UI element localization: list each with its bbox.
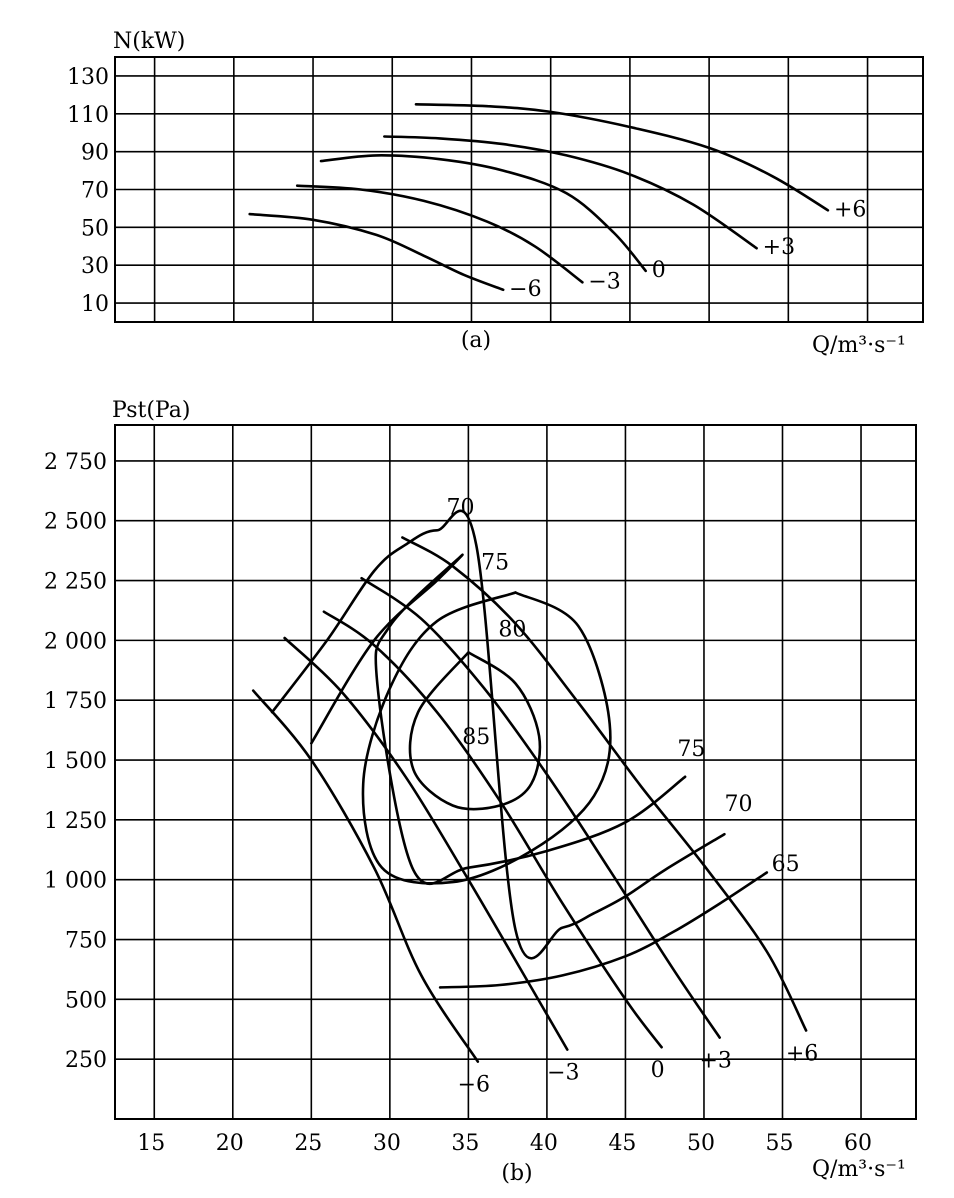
pressure-chart (44, 398, 916, 1186)
power-curve-label: −6 (509, 276, 542, 302)
power-y-tick-label: 50 (81, 216, 109, 242)
pressure-chart-x-ticks (137, 1131, 872, 1156)
efficiency-contour (272, 511, 724, 959)
power-curve-label: +6 (833, 197, 867, 223)
power-curve-label: −3 (588, 269, 621, 295)
efficiency-label: 80 (498, 617, 527, 643)
pressure-x-tick-label: 25 (294, 1131, 323, 1156)
pressure-y-tick-label: 1 750 (44, 689, 107, 715)
power-chart-xlabel: Q/m³·s⁻¹ (812, 333, 906, 358)
pressure-y-tick-label: 1 000 (44, 868, 107, 894)
pressure-y-tick-label: 1 500 (44, 749, 107, 775)
efficiency-label: 65 (771, 851, 800, 877)
power-curve (384, 137, 756, 249)
efficiency-label: 75 (481, 550, 510, 576)
pressure-y-tick-label: 1 250 (44, 808, 107, 834)
pressure-x-tick-label: 55 (765, 1131, 794, 1156)
pressure-chart-grid (115, 425, 916, 1119)
power-y-tick-label: 70 (81, 178, 109, 204)
blade-angle-curve (253, 691, 478, 1062)
efficiency-contour (440, 873, 767, 988)
pressure-y-tick-label: 2 000 (44, 629, 107, 655)
blade-angle-curve (362, 578, 720, 1037)
blade-angle-label: +3 (699, 1048, 732, 1074)
pressure-y-tick-label: 500 (65, 988, 107, 1014)
power-y-tick-label: 110 (67, 102, 109, 128)
blade-angle-label: −3 (547, 1060, 580, 1086)
blade-angle-label: −6 (457, 1072, 491, 1098)
pressure-y-tick-label: 2 750 (44, 449, 107, 475)
pressure-x-tick-label: 45 (608, 1131, 637, 1156)
efficiency-label: 75 (677, 737, 706, 763)
pressure-chart-xlabel: Q/m³·s⁻¹ (812, 1157, 906, 1182)
power-curve-label: +3 (762, 235, 796, 261)
pressure-y-tick-label: 250 (65, 1048, 107, 1074)
pressure-x-tick-label: 35 (451, 1131, 480, 1156)
power-chart-caption: (a) (460, 328, 492, 353)
blade-angle-label: 0 (650, 1058, 665, 1084)
pressure-x-tick-label: 20 (215, 1131, 244, 1156)
pressure-x-tick-label: 15 (137, 1131, 166, 1156)
power-curve (321, 155, 646, 271)
pressure-x-tick-label: 40 (529, 1131, 558, 1156)
efficiency-label: 70 (446, 495, 475, 521)
blade-angle-label: +6 (785, 1041, 819, 1067)
pressure-chart-caption: (b) (501, 1161, 533, 1186)
power-y-tick-label: 10 (81, 292, 109, 318)
power-y-tick-label: 90 (81, 140, 109, 166)
power-curve-label: 0 (651, 257, 666, 283)
power-curve (297, 186, 582, 283)
pressure-chart-ylabel: Pst(Pa) (112, 398, 191, 423)
power-y-tick-label: 30 (81, 254, 109, 280)
efficiency-label: 70 (724, 792, 753, 818)
pressure-chart-curves (253, 511, 806, 1062)
pressure-x-tick-label: 50 (686, 1131, 715, 1156)
pressure-y-tick-label: 2 250 (44, 569, 107, 595)
power-chart-curves (250, 104, 828, 289)
pressure-chart-y-ticks (44, 450, 107, 1073)
power-chart-ylabel: N(kW) (113, 29, 186, 54)
power-curve (416, 104, 828, 210)
efficiency-label: 85 (462, 725, 491, 751)
power-curve (250, 214, 504, 290)
power-chart-y-ticks (67, 65, 109, 317)
power-y-tick-label: 130 (67, 64, 109, 90)
pressure-y-tick-label: 2 500 (44, 509, 107, 535)
blade-angle-curve (402, 538, 806, 1031)
pressure-x-tick-label: 30 (372, 1131, 401, 1156)
pressure-chart-frame (115, 425, 916, 1119)
power-chart-curve-labels (509, 197, 866, 302)
pressure-x-tick-label: 60 (844, 1131, 873, 1156)
pressure-y-tick-label: 750 (65, 928, 107, 954)
power-chart (67, 29, 923, 358)
